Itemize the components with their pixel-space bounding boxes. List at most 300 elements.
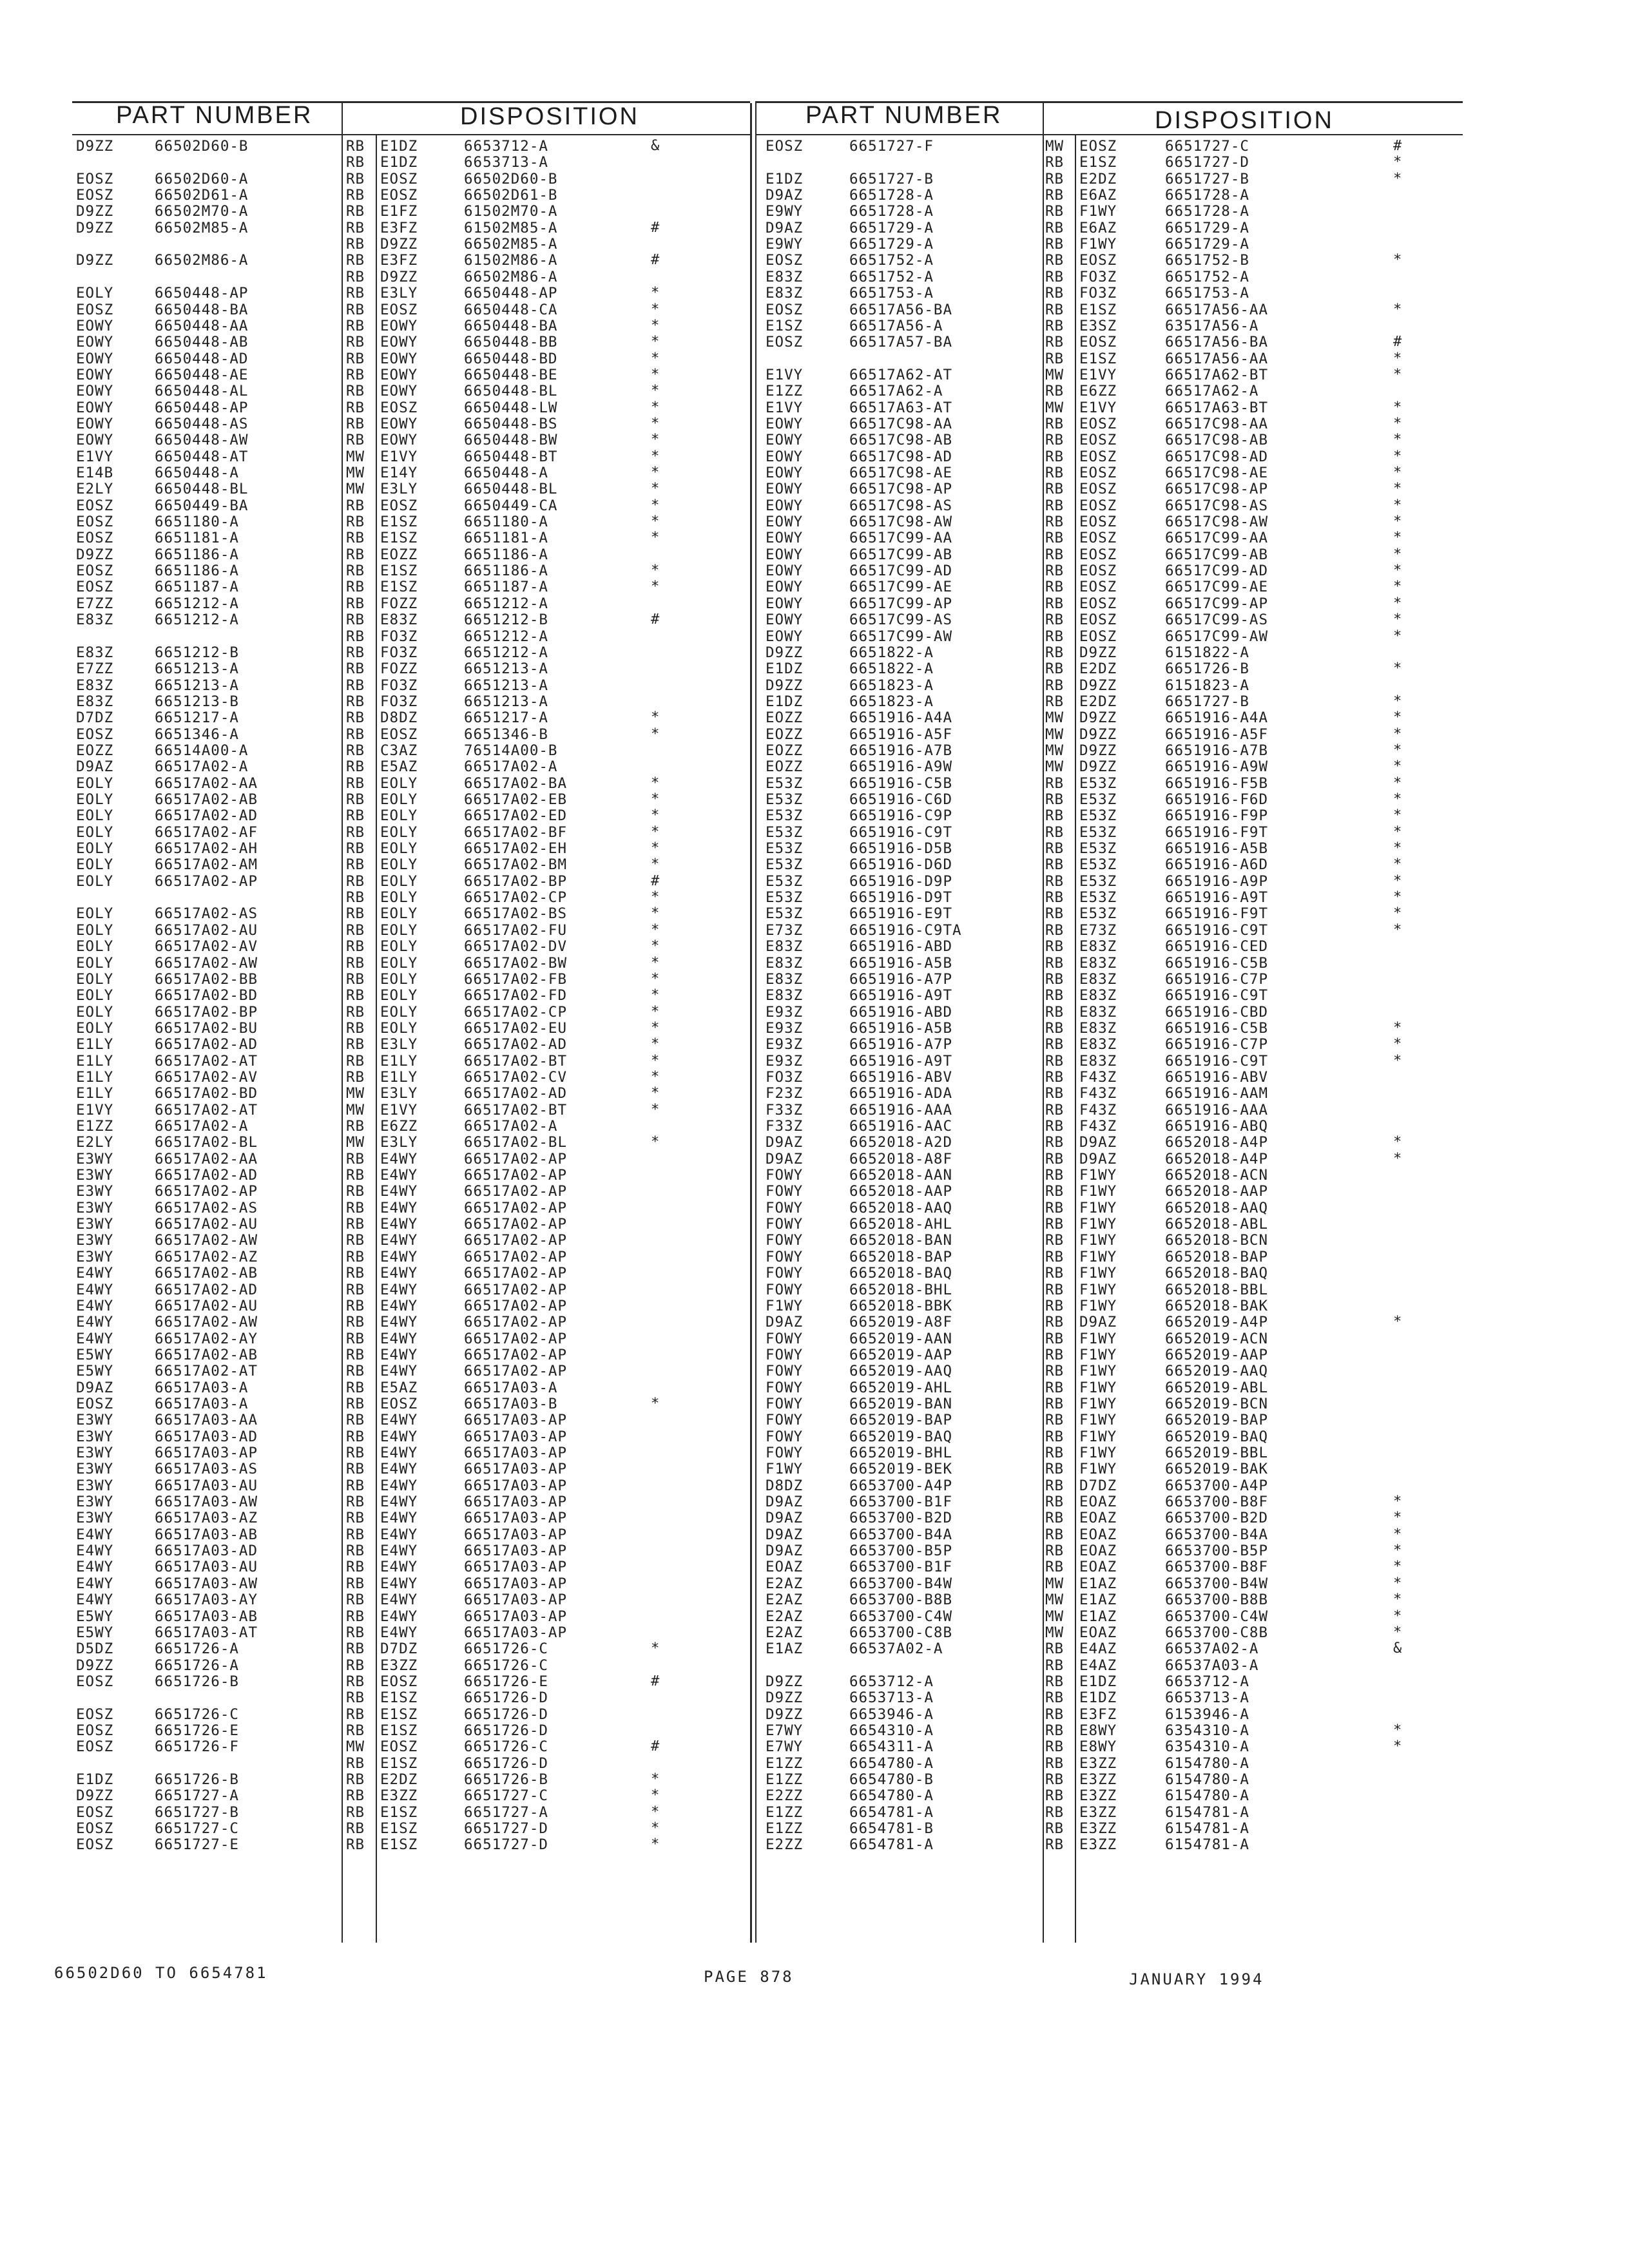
new-part: 6652019-AAP — [1165, 1347, 1269, 1363]
note-mark: * — [651, 726, 660, 742]
new-prefix: E1AZ — [1079, 1591, 1117, 1608]
cur-prefix: EOWY — [766, 448, 804, 465]
new-prefix: E4WY — [380, 1298, 418, 1314]
new-part: 6154781-A — [1165, 1804, 1249, 1821]
new-prefix: EOWY — [380, 318, 418, 334]
disp-code: RB — [346, 840, 365, 857]
cur-prefix: EOLY — [76, 791, 114, 808]
new-part: 6651728-A — [1165, 203, 1249, 220]
new-part: 6651916-C9T — [1165, 987, 1269, 1004]
cur-prefix: FOWY — [766, 1282, 804, 1298]
new-prefix: E1VY — [380, 448, 418, 465]
cur-prefix: D8DZ — [766, 1477, 804, 1494]
part-number-header-right: PART NUMBER — [805, 102, 1003, 129]
new-prefix: D8DZ — [380, 709, 418, 726]
cur-part: 6651212-B — [155, 644, 239, 661]
disp-code: RB — [346, 252, 365, 269]
disp-code: RB — [346, 1020, 365, 1037]
disp-code: RB — [346, 595, 365, 612]
new-part: 6651727-C — [464, 1787, 548, 1804]
note-mark: * — [1393, 889, 1402, 905]
disp-code: RB — [346, 1640, 365, 1657]
new-prefix: F43Z — [1079, 1118, 1117, 1135]
cur-prefix: EOSZ — [76, 530, 114, 546]
cur-part: 66517C98-AA — [849, 416, 953, 432]
disp-code: MW — [1045, 1624, 1065, 1641]
cur-prefix: E1DZ — [766, 660, 804, 677]
note-mark: * — [651, 938, 660, 954]
cur-prefix: E3WY — [76, 1200, 114, 1216]
disp-code: RB — [1045, 154, 1065, 171]
disposition-header-left: DISPOSITION — [460, 103, 639, 130]
disp-code: RB — [346, 1412, 365, 1428]
note-mark: * — [651, 856, 660, 872]
new-part: 6650448-BD — [464, 351, 558, 367]
note-mark: * — [651, 514, 660, 530]
new-prefix: D9ZZ — [380, 236, 418, 253]
cur-prefix: EOWY — [76, 334, 114, 351]
disp-code: RB — [346, 889, 365, 906]
note-mark: * — [1393, 775, 1402, 791]
new-prefix: EOZZ — [380, 546, 418, 563]
new-part: 6651916-C5B — [1165, 1020, 1269, 1037]
note-mark: * — [651, 1020, 660, 1036]
new-part: 66517A02-EU — [464, 1020, 568, 1037]
cur-prefix: E53Z — [766, 889, 804, 906]
note-mark: * — [1393, 546, 1402, 562]
new-prefix: E83Z — [1079, 1004, 1117, 1021]
cur-part: 66517A02-AW — [155, 1232, 258, 1249]
disp-code: RB — [1045, 1787, 1065, 1804]
cur-part: 6653700-B8B — [849, 1591, 953, 1608]
cur-part: 66502D60-B — [155, 138, 249, 155]
code-separator — [376, 135, 377, 1943]
note-mark: * — [651, 1053, 660, 1069]
cur-part: 6653700-C4W — [849, 1608, 953, 1625]
disp-code: RB — [1045, 236, 1065, 253]
cur-part: 6652019-BAN — [849, 1396, 953, 1412]
cur-part: 66517A02-AT — [155, 1102, 258, 1119]
new-part: 6651726-C — [464, 1738, 548, 1755]
cur-part: 66517A02-AD — [155, 1167, 258, 1184]
cur-prefix: E9WY — [766, 203, 804, 220]
cur-prefix: EOWY — [766, 628, 804, 645]
new-prefix: C3AZ — [380, 742, 418, 759]
new-part: 66517A62-BT — [1165, 367, 1269, 383]
disp-code: MW — [346, 481, 365, 497]
disp-code: RB — [346, 1347, 365, 1363]
disp-code: RB — [346, 1722, 365, 1739]
new-prefix: F1WY — [1079, 1428, 1117, 1445]
cur-prefix: F1WY — [766, 1461, 804, 1477]
disp-code: RB — [1045, 448, 1065, 465]
new-part: 66517A02-BF — [464, 824, 568, 841]
cur-part: 6652018-A8F — [849, 1151, 953, 1168]
new-prefix: E1LY — [380, 1069, 418, 1086]
note-mark: * — [1393, 1053, 1402, 1069]
cur-prefix: FOWY — [766, 1183, 804, 1200]
cur-prefix: EOWY — [766, 579, 804, 595]
cur-part: 6654781-A — [849, 1804, 934, 1821]
cur-part: 66517A02-AW — [155, 1314, 258, 1331]
new-part: 66517A56-BA — [1165, 334, 1269, 351]
cur-prefix: E2ZZ — [766, 1836, 804, 1853]
new-prefix: FO3Z — [380, 628, 418, 645]
new-prefix: E5AZ — [380, 1379, 418, 1396]
disp-code: RB — [1045, 922, 1065, 939]
new-prefix: EOLY — [380, 824, 418, 841]
cur-part: 6651753-A — [849, 285, 934, 302]
new-part: 6651728-A — [1165, 187, 1249, 204]
new-part: 66517A02-EH — [464, 840, 568, 857]
cur-part: 66517C99-AB — [849, 546, 953, 563]
cur-part: 6651726-B — [155, 1673, 239, 1690]
note-mark: * — [1393, 252, 1402, 268]
cur-prefix: E4WY — [76, 1526, 114, 1543]
cur-prefix: E2AZ — [766, 1575, 804, 1592]
note-mark: * — [1393, 1575, 1402, 1591]
new-part: 6651726-C — [464, 1657, 548, 1674]
disp-code: RB — [1045, 1314, 1065, 1331]
new-prefix: EOSZ — [1079, 628, 1117, 645]
new-part: 6653700-B2D — [1165, 1510, 1269, 1526]
cur-part: 66517A02-AB — [155, 791, 258, 808]
new-prefix: FO3Z — [380, 677, 418, 694]
new-part: 6651916-CED — [1165, 938, 1269, 955]
cur-part: 66517A02-AW — [155, 955, 258, 972]
note-mark: * — [651, 987, 660, 1003]
cur-part: 6651916-C9P — [849, 807, 953, 824]
note-mark: * — [1393, 1738, 1402, 1754]
new-prefix: EOAZ — [1079, 1494, 1117, 1510]
new-part: 6652018-A4P — [1165, 1151, 1269, 1168]
cur-part: 6650448-AL — [155, 383, 249, 399]
cur-prefix: E3WY — [76, 1249, 114, 1265]
new-part: 76514A00-B — [464, 742, 558, 759]
new-part: 6651916-F6D — [1165, 791, 1269, 808]
new-part: 6651916-CBD — [1165, 1004, 1269, 1021]
cur-part: 6651180-A — [155, 514, 239, 530]
disp-code: RB — [1045, 416, 1065, 432]
new-part: 66517A02-CP — [464, 1004, 568, 1021]
new-prefix: D9ZZ — [380, 269, 418, 285]
disp-code: RB — [346, 1787, 365, 1804]
cur-prefix: E3WY — [76, 1428, 114, 1445]
cur-prefix: E3WY — [76, 1494, 114, 1510]
new-prefix: E83Z — [380, 611, 418, 628]
cur-prefix: E53Z — [766, 824, 804, 841]
new-prefix: FO3Z — [1079, 285, 1117, 302]
new-part: 6652018-BCN — [1165, 1232, 1269, 1249]
new-part: 66517A02-EB — [464, 791, 568, 808]
disp-code: MW — [1045, 399, 1065, 416]
new-prefix: E6AZ — [1079, 187, 1117, 204]
disp-code: RB — [1045, 1804, 1065, 1821]
cur-part: 6651916-ABD — [849, 938, 953, 955]
cur-prefix: EOZZ — [766, 758, 804, 775]
cur-part: 66517A03-AS — [155, 1461, 258, 1477]
cur-part: 6650448-BA — [155, 302, 249, 318]
cur-prefix: D9ZZ — [766, 1706, 804, 1723]
publication-date: JANUARY 1994 — [1129, 1970, 1264, 1988]
cur-part: 6651916-D6D — [849, 856, 953, 873]
new-part: 66517A02-A — [464, 1118, 558, 1135]
disp-code: RB — [346, 644, 365, 661]
cur-prefix: D5DZ — [76, 1640, 114, 1657]
disp-code: RB — [1045, 432, 1065, 448]
new-part: 6653700-A4P — [1165, 1477, 1269, 1494]
disp-code: RB — [1045, 660, 1065, 677]
new-prefix: F1WY — [1079, 1249, 1117, 1265]
note-mark: * — [1393, 1608, 1402, 1624]
disp-code: RB — [1045, 530, 1065, 546]
disp-code: RB — [1045, 1216, 1065, 1233]
new-prefix: E3ZZ — [1079, 1836, 1117, 1853]
disp-code: RB — [1045, 465, 1065, 481]
new-part: 6651726-D — [464, 1722, 548, 1739]
cur-prefix: E3WY — [76, 1510, 114, 1526]
new-prefix: E1SZ — [380, 562, 418, 579]
disp-code: RB — [346, 1657, 365, 1674]
new-part: 6652018-BAQ — [1165, 1265, 1269, 1282]
new-part: 6650448-BT — [464, 448, 558, 465]
cur-part: 6651729-A — [849, 236, 934, 253]
cur-prefix: E14B — [76, 465, 114, 481]
note-mark: * — [651, 562, 660, 579]
disp-code: RB — [1045, 318, 1065, 334]
note-mark: * — [651, 1102, 660, 1118]
header-underline-right — [755, 134, 1463, 135]
cur-part: 66517A03-A — [155, 1379, 249, 1396]
cur-part: 6653700-B4A — [849, 1526, 953, 1543]
new-prefix: F1WY — [1079, 1216, 1117, 1233]
new-part: 6651916-F9T — [1165, 824, 1269, 841]
disp-code: RB — [1045, 1836, 1065, 1853]
note-mark: # — [1393, 334, 1402, 350]
new-part: 66517A02-AP — [464, 1347, 568, 1363]
column-divider — [342, 103, 343, 1943]
new-prefix: E6ZZ — [380, 1118, 418, 1135]
new-part: 66517C99-AA — [1165, 530, 1269, 546]
new-prefix: E4WY — [380, 1282, 418, 1298]
note-mark: * — [651, 889, 660, 905]
new-part: 66517A03-AP — [464, 1428, 568, 1445]
disp-code: RB — [346, 220, 365, 236]
cur-prefix: E2AZ — [766, 1624, 804, 1641]
new-part: 6652018-ABL — [1165, 1216, 1269, 1233]
cur-prefix: E1AZ — [766, 1640, 804, 1657]
new-part: 66517C98-AA — [1165, 416, 1269, 432]
cur-part: 6651916-A7B — [849, 742, 953, 759]
disp-code: RB — [346, 856, 365, 873]
new-part: 6650448-BS — [464, 416, 558, 432]
cur-prefix: EOWY — [766, 497, 804, 514]
note-mark: * — [651, 709, 660, 726]
new-prefix: EOSZ — [380, 399, 418, 416]
cur-prefix: E53Z — [766, 873, 804, 890]
disp-code: RB — [1045, 1036, 1065, 1053]
cur-prefix: E53Z — [766, 840, 804, 857]
disp-code: RB — [346, 1298, 365, 1314]
new-part: 6651916-A5F — [1165, 726, 1269, 743]
cur-prefix: E3WY — [76, 1445, 114, 1461]
new-prefix: E1VY — [1079, 399, 1117, 416]
cur-part: 6650448-AP — [155, 399, 249, 416]
cur-prefix: D9AZ — [766, 1151, 804, 1168]
cur-prefix: E3WY — [76, 1216, 114, 1233]
new-part: 6650448-BB — [464, 334, 558, 351]
disp-code: RB — [346, 824, 365, 841]
cur-prefix: E93Z — [766, 1004, 804, 1021]
note-mark: * — [1393, 1314, 1402, 1330]
cur-prefix: D7DZ — [76, 709, 114, 726]
new-prefix: F1WY — [1079, 1331, 1117, 1347]
new-part: 6651726-B — [1165, 660, 1249, 677]
new-prefix: EOSZ — [1079, 579, 1117, 595]
center-divider — [750, 103, 752, 1943]
cur-prefix: E4WY — [76, 1282, 114, 1298]
new-prefix: E2DZ — [380, 1771, 418, 1788]
cur-part: 6651727-F — [849, 138, 934, 155]
disp-code: RB — [346, 1396, 365, 1412]
note-mark: * — [651, 530, 660, 546]
disp-code: RB — [346, 1379, 365, 1396]
cur-prefix: EOZZ — [76, 742, 114, 759]
cur-part: 66517A02-BD — [155, 1085, 258, 1102]
note-mark: * — [1393, 742, 1402, 758]
disp-code: RB — [346, 1282, 365, 1298]
new-prefix: E4WY — [380, 1265, 418, 1282]
disp-code: MW — [1045, 1591, 1065, 1608]
disp-code: RB — [346, 138, 365, 155]
new-part: 6652018-A4P — [1165, 1134, 1269, 1151]
new-prefix: F1WY — [1079, 1282, 1117, 1298]
new-part: 66517A03-AP — [464, 1510, 568, 1526]
cur-prefix: EOWY — [766, 546, 804, 563]
note-mark: * — [651, 905, 660, 921]
disp-code: RB — [1045, 252, 1065, 269]
new-part: 6651916-ABQ — [1165, 1118, 1269, 1135]
disp-code: RB — [1045, 1755, 1065, 1772]
cur-part: 6652018-BAN — [849, 1232, 953, 1249]
new-prefix: E1SZ — [380, 1689, 418, 1706]
cur-part: 66517A62-A — [849, 383, 943, 399]
new-part: 6652019-BBL — [1165, 1445, 1269, 1461]
new-prefix: FOZZ — [380, 595, 418, 612]
disp-code: RB — [1045, 481, 1065, 497]
new-prefix: E2DZ — [1079, 660, 1117, 677]
disp-code: RB — [346, 1820, 365, 1837]
cur-prefix: FOWY — [766, 1379, 804, 1396]
cur-prefix: E1ZZ — [766, 1820, 804, 1837]
disp-code: RB — [346, 1461, 365, 1477]
note-mark: # — [651, 220, 660, 236]
new-part: 6653700-C8B — [1165, 1624, 1269, 1641]
cur-prefix: D9AZ — [766, 1314, 804, 1331]
cur-part: 6651916-AAA — [849, 1102, 953, 1119]
new-part: 6651726-E — [464, 1673, 548, 1690]
note-mark: * — [651, 1836, 660, 1852]
disp-code: RB — [346, 432, 365, 448]
cur-prefix: EOLY — [76, 905, 114, 922]
note-mark: * — [1393, 1036, 1402, 1052]
disp-code: RB — [346, 1706, 365, 1723]
cur-part: 66517A02-BP — [155, 1004, 258, 1021]
new-part: 66517C99-AD — [1165, 562, 1269, 579]
new-prefix: E8WY — [1079, 1722, 1117, 1739]
disp-code: RB — [346, 1004, 365, 1021]
disp-code: RB — [346, 873, 365, 890]
note-mark: # — [651, 252, 660, 268]
new-part: 66517A02-A — [464, 758, 558, 775]
disp-code: RB — [1045, 1396, 1065, 1412]
cur-part: 66517A02-AT — [155, 1363, 258, 1379]
cur-prefix: D9AZ — [766, 1134, 804, 1151]
new-part: 6653700-B8F — [1165, 1494, 1269, 1510]
disp-code: RB — [1045, 1526, 1065, 1543]
disp-code: RB — [1045, 1363, 1065, 1379]
disp-code: MW — [1045, 138, 1065, 155]
cur-part: 6650448-AW — [155, 432, 249, 448]
new-prefix: E4WY — [380, 1445, 418, 1461]
new-part: 6652018-BAK — [1165, 1298, 1269, 1314]
note-mark: & — [651, 138, 660, 154]
cur-prefix: E3WY — [76, 1151, 114, 1168]
new-part: 6651726-D — [464, 1689, 548, 1706]
new-part: 6651727-B — [1165, 171, 1249, 187]
disp-code: RB — [346, 546, 365, 563]
disp-code: RB — [346, 1542, 365, 1559]
note-mark: * — [1393, 791, 1402, 807]
disp-code: RB — [346, 1608, 365, 1625]
new-part: 6652018-AAP — [1165, 1183, 1269, 1200]
cur-part: 6651213-B — [155, 693, 239, 710]
cur-prefix: EOWY — [766, 432, 804, 448]
new-part: 66517A56-AA — [1165, 302, 1269, 318]
cur-part: 6651752-A — [849, 269, 934, 285]
disp-code: RB — [346, 1624, 365, 1641]
new-part: 6651752-A — [1165, 269, 1249, 285]
disp-code: RB — [346, 1036, 365, 1053]
cur-part: 66517A02-AV — [155, 1069, 258, 1086]
new-part: 6652019-BCN — [1165, 1396, 1269, 1412]
disp-code: RB — [1045, 1102, 1065, 1119]
new-prefix: D7DZ — [1079, 1477, 1117, 1494]
cur-part: 6653700-B5P — [849, 1542, 953, 1559]
cur-part: 66517A56-A — [849, 318, 943, 334]
disp-code: RB — [346, 1575, 365, 1592]
new-prefix: EOWY — [380, 432, 418, 448]
cur-prefix: E1SZ — [766, 318, 804, 334]
new-prefix: E4AZ — [1079, 1657, 1117, 1674]
disp-code: RB — [1045, 220, 1065, 236]
new-prefix: E1VY — [380, 1102, 418, 1119]
cur-part: 6650449-BA — [155, 497, 249, 514]
new-prefix: F1WY — [1079, 1167, 1117, 1184]
note-mark: * — [1393, 840, 1402, 856]
disp-code: MW — [346, 1134, 365, 1151]
new-prefix: FO3Z — [1079, 269, 1117, 285]
new-prefix: EOLY — [380, 807, 418, 824]
cur-part: 6651916-C5B — [849, 775, 953, 792]
cur-prefix: E4WY — [76, 1542, 114, 1559]
cur-prefix: FOWY — [766, 1167, 804, 1184]
cur-prefix: F23Z — [766, 1085, 804, 1102]
cur-part: 6651213-A — [155, 660, 239, 677]
new-prefix: E4WY — [380, 1314, 418, 1331]
new-prefix: E1SZ — [1079, 351, 1117, 367]
cur-part: 66517A03-AU — [155, 1477, 258, 1494]
